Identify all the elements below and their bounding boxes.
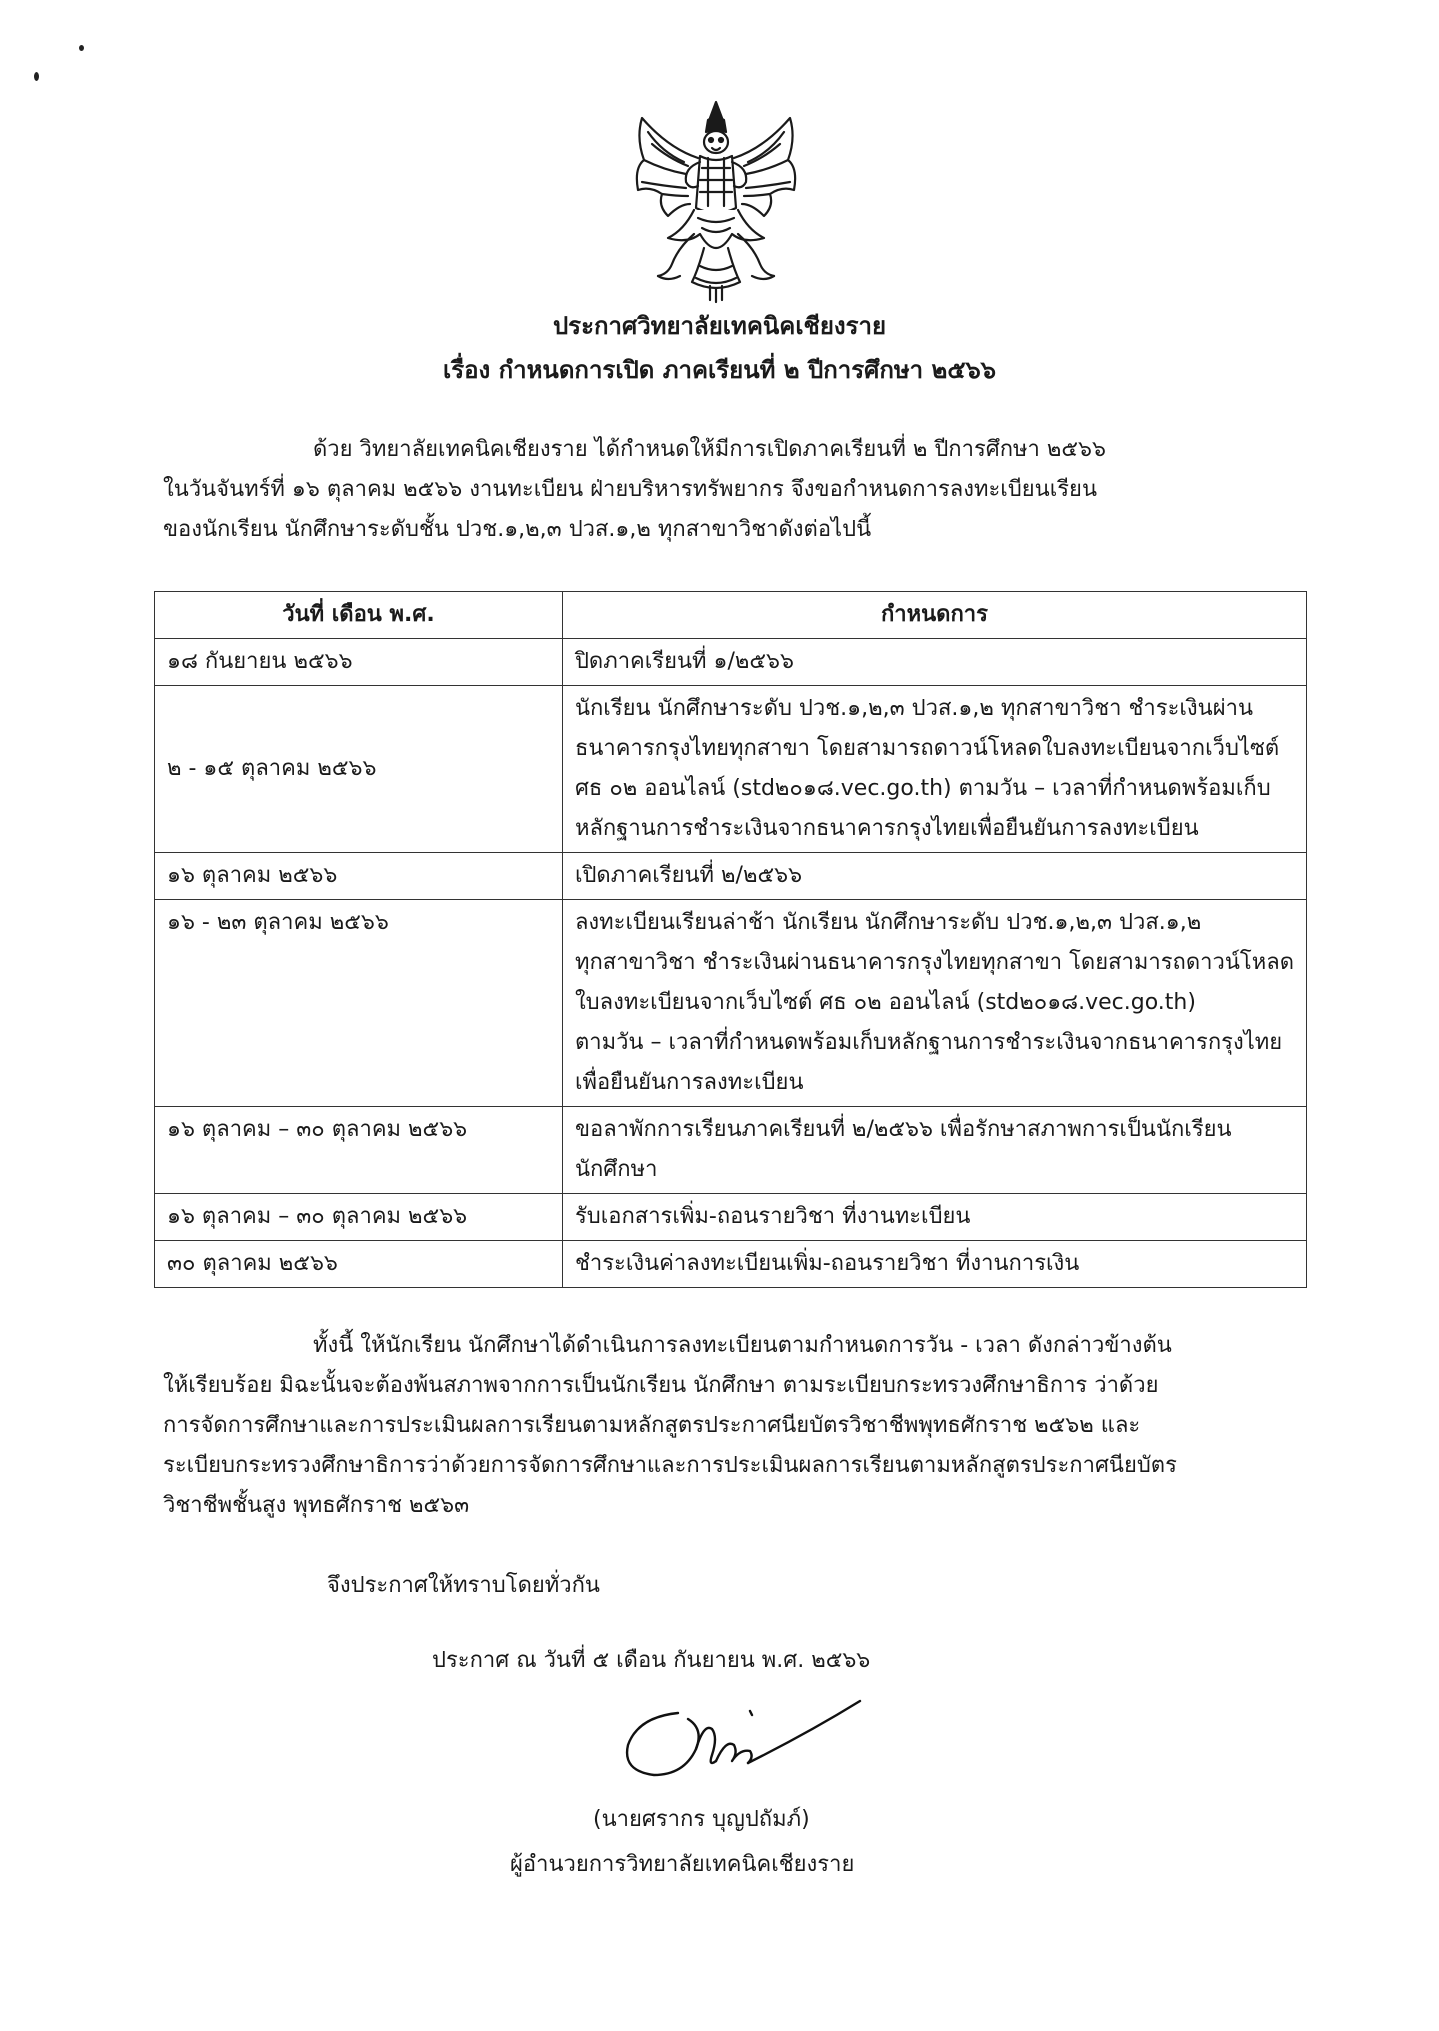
signer-name: (นายศรากร บุญปถัมภ์) bbox=[593, 1807, 810, 1832]
row-date: ๑๖ ตุลาคม – ๓๐ ตุลาคม ๒๕๖๖ bbox=[155, 1194, 563, 1241]
handwritten-signature bbox=[608, 1693, 888, 1793]
body-line: ให้เรียบร้อย มิฉะนั้นจะต้องพ้นสภาพจากการเป็นนักเรียน นักศึกษา ตามระเบียบกระทรวงศึกษาธิการ ว่าด้วย bbox=[163, 1373, 1159, 1398]
activity-line: รับเอกสารเพิ่ม-ถอนรายวิชา ที่งานทะเบียน bbox=[574, 1204, 971, 1229]
row-activity bbox=[562, 686, 1306, 853]
row-activity bbox=[562, 900, 1306, 1107]
table-row bbox=[155, 853, 1307, 900]
activity-line: ขอลาพักการเรียนภาคเรียนที่ ๒/๒๕๖๖ เพื่อรักษาสภาพการเป็นนักเรียน bbox=[574, 1117, 1232, 1142]
garuda-emblem-icon bbox=[628, 98, 804, 304]
activity-line: ศธ ๐๒ ออนไลน์ (std๒๐๑๘.vec.go.th) ตามวัน – เวลาที่กำหนดพร้อมเก็บ bbox=[574, 776, 1271, 801]
column-header-activity: กำหนดการ bbox=[562, 592, 1306, 639]
body-line: วิชาชีพชั้นสูง พุทธศักราช ๒๕๖๓ bbox=[163, 1493, 470, 1518]
activity-line: นักเรียน นักศึกษาระดับ ปวช.๑,๒,๓ ปวส.๑,๒ ทุกสาขาวิชา ชำระเงินผ่าน bbox=[574, 696, 1253, 721]
announcement-subject: เรื่อง กำหนดการเปิด ภาคเรียนที่ ๒ ปีการศึกษา ๒๕๖๖ bbox=[443, 356, 996, 384]
row-activity bbox=[562, 853, 1306, 900]
closing-notice: จึงประกาศให้ทราบโดยทั่วกัน bbox=[327, 1573, 600, 1598]
intro-line: ในวันจันทร์ที่ ๑๖ ตุลาคม ๒๕๖๖ งานทะเบียน ฝ่ายบริหารทรัพยากร จึงขอกำหนดการลงทะเบียนเรียน bbox=[163, 477, 1097, 502]
body-line: การจัดการศึกษาและการประเมินผลการเรียนตามหลักสูตรประกาศนียบัตรวิชาชีพพุทธศักราช ๒๕๖๒ และ bbox=[163, 1413, 1141, 1438]
activity-line: ทุกสาขาวิชา ชำระเงินผ่านธนาคารกรุงไทยทุกสาขา โดยสามารถดาวน์โหลด bbox=[574, 950, 1294, 975]
table-row bbox=[155, 1241, 1307, 1288]
activity-line: นักศึกษา bbox=[574, 1157, 658, 1182]
scan-speck bbox=[34, 72, 39, 81]
intro-line: ด้วย วิทยาลัยเทคนิคเชียงราย ได้กำหนดให้มีการเปิดภาคเรียนที่ ๒ ปีการศึกษา ๒๕๖๖ bbox=[313, 437, 1106, 462]
activity-line: ชำระเงินค่าลงทะเบียนเพิ่ม-ถอนรายวิชา ที่งานการเงิน bbox=[574, 1251, 1080, 1276]
table-row bbox=[155, 686, 1307, 853]
row-date: ๑๘ กันยายน ๒๕๖๖ bbox=[155, 639, 563, 686]
body-line: ทั้งนี้ ให้นักเรียน นักศึกษาได้ดำเนินการลงทะเบียนตามกำหนดการวัน - เวลา ดังกล่าวข้างต้น bbox=[313, 1333, 1172, 1358]
column-header-date: วันที่ เดือน พ.ศ. bbox=[155, 592, 563, 639]
body-paragraph bbox=[163, 1326, 1271, 1526]
row-date: ๑๖ ตุลาคม – ๓๐ ตุลาคม ๒๕๖๖ bbox=[155, 1107, 563, 1194]
activity-line: ตามวัน – เวลาที่กำหนดพร้อมเก็บหลักฐานการชำระเงินจากธนาคารกรุงไทย bbox=[574, 1030, 1283, 1055]
row-activity bbox=[562, 1241, 1306, 1288]
row-date: ๒ - ๑๕ ตุลาคม ๒๕๖๖ bbox=[155, 686, 563, 853]
table-row bbox=[155, 1194, 1307, 1241]
activity-line: ธนาคารกรุงไทยทุกสาขา โดยสามารถดาวน์โหลดใบลงทะเบียนจากเว็บไซต์ bbox=[574, 736, 1280, 761]
signer-title: ผู้อำนวยการวิทยาลัยเทคนิคเชียงราย bbox=[510, 1852, 855, 1877]
activity-line: เพื่อยืนยันการลงทะเบียน bbox=[574, 1070, 804, 1095]
schedule-table bbox=[154, 591, 1307, 1288]
table-row bbox=[155, 900, 1307, 1107]
table-row bbox=[155, 639, 1307, 686]
activity-line: ใบลงทะเบียนจากเว็บไซต์ ศธ ๐๒ ออนไลน์ (std๒๐๑๘.vec.go.th) bbox=[574, 990, 1196, 1015]
row-date: ๓๐ ตุลาคม ๒๕๖๖ bbox=[155, 1241, 563, 1288]
intro-paragraph bbox=[163, 430, 1271, 550]
announcement-date: ประกาศ ณ วันที่ ๕ เดือน กันยายน พ.ศ. ๒๕๖๖ bbox=[432, 1648, 871, 1673]
table-row bbox=[155, 1107, 1307, 1194]
table-header-row bbox=[155, 592, 1307, 639]
scan-speck bbox=[79, 45, 84, 51]
body-line: ระเบียบกระทรวงศึกษาธิการว่าด้วยการจัดการศึกษาและการประเมินผลการเรียนตามหลักสูตรประกาศนียบัตร bbox=[163, 1453, 1177, 1478]
activity-line: เปิดภาคเรียนที่ ๒/๒๕๖๖ bbox=[574, 863, 803, 888]
row-activity bbox=[562, 1107, 1306, 1194]
row-activity bbox=[562, 1194, 1306, 1241]
row-activity bbox=[562, 639, 1306, 686]
activity-line: ลงทะเบียนเรียนล่าช้า นักเรียน นักศึกษาระดับ ปวช.๑,๒,๓ ปวส.๑,๒ bbox=[574, 910, 1202, 935]
activity-line: ปิดภาคเรียนที่ ๑/๒๕๖๖ bbox=[574, 649, 794, 674]
announcement-title: ประกาศวิทยาลัยเทคนิคเชียงราย bbox=[552, 312, 887, 340]
row-date: ๑๖ - ๒๓ ตุลาคม ๒๕๖๖ bbox=[155, 900, 563, 1107]
intro-line: ของนักเรียน นักศึกษาระดับชั้น ปวช.๑,๒,๓ ปวส.๑,๒ ทุกสาขาวิชาดังต่อไปนี้ bbox=[163, 517, 872, 542]
row-date: ๑๖ ตุลาคม ๒๕๖๖ bbox=[155, 853, 563, 900]
activity-line: หลักฐานการชำระเงินจากธนาคารกรุงไทยเพื่อยืนยันการลงทะเบียน bbox=[574, 816, 1199, 841]
